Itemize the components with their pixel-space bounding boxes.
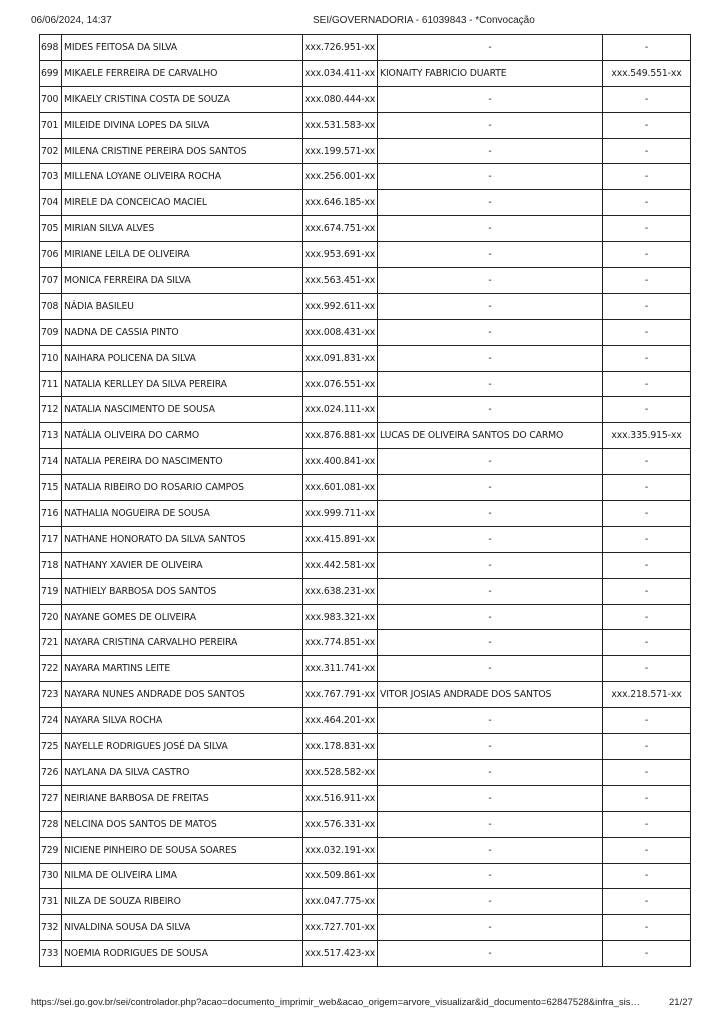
dependent-cpf: - (603, 371, 691, 397)
dependent-name: - (378, 863, 603, 889)
candidate-cpf: xxx.032.191-xx (303, 837, 378, 863)
table-row (40, 785, 691, 811)
candidate-name: NIVALDINA SOUSA DA SILVA (62, 915, 303, 941)
candidate-cpf: xxx.767.791-xx (303, 682, 378, 708)
candidate-name: NOEMIA RODRIGUES DE SOUSA (62, 941, 303, 967)
row-number: 729 (40, 837, 62, 863)
dependent-name: LUCAS DE OLIVEIRA SANTOS DO CARMO (378, 423, 603, 449)
candidate-name: NÁDIA BASILEU (62, 293, 303, 319)
candidate-cpf: xxx.509.861-xx (303, 863, 378, 889)
row-number: 717 (40, 526, 62, 552)
dependent-cpf: - (603, 501, 691, 527)
dependent-name: - (378, 501, 603, 527)
row-number: 721 (40, 630, 62, 656)
table-row (40, 86, 691, 112)
candidate-name: MIDES FEITOSA DA SILVA (62, 35, 303, 61)
row-number: 720 (40, 604, 62, 630)
dependent-name: VITOR JOSIAS ANDRADE DOS SANTOS (378, 682, 603, 708)
table-row (40, 656, 691, 682)
table-row (40, 35, 691, 61)
candidate-cpf: xxx.415.891-xx (303, 526, 378, 552)
dependent-name: - (378, 319, 603, 345)
dependent-name: - (378, 35, 603, 61)
row-number: 728 (40, 811, 62, 837)
candidate-cpf: xxx.091.831-xx (303, 345, 378, 371)
table-row (40, 345, 691, 371)
dependent-name: - (378, 578, 603, 604)
dependent-name: - (378, 837, 603, 863)
dependent-cpf: - (603, 630, 691, 656)
table-row (40, 216, 691, 242)
table-row (40, 449, 691, 475)
table-row (40, 397, 691, 423)
candidate-cpf: xxx.727.701-xx (303, 915, 378, 941)
row-number: 722 (40, 656, 62, 682)
dependent-cpf: - (603, 112, 691, 138)
dependent-cpf: - (603, 552, 691, 578)
dependent-name: - (378, 604, 603, 630)
table-row (40, 60, 691, 86)
candidate-cpf: xxx.442.581-xx (303, 552, 378, 578)
dependent-cpf: - (603, 138, 691, 164)
candidate-cpf: xxx.646.185-xx (303, 190, 378, 216)
row-number: 730 (40, 863, 62, 889)
row-number: 710 (40, 345, 62, 371)
dependent-cpf: - (603, 708, 691, 734)
candidate-cpf: xxx.601.081-xx (303, 475, 378, 501)
row-number: 713 (40, 423, 62, 449)
table-row (40, 604, 691, 630)
candidate-name: MILLENA LOYANE OLIVEIRA ROCHA (62, 164, 303, 190)
document-title: SEI/GOVERNADORIA - 61039843 - *Convocação (313, 15, 535, 26)
convocation-table (39, 34, 691, 967)
candidate-cpf: xxx.563.451-xx (303, 268, 378, 294)
candidate-name: NATHIELY BARBOSA DOS SANTOS (62, 578, 303, 604)
dependent-cpf: - (603, 164, 691, 190)
row-number: 705 (40, 216, 62, 242)
table-row (40, 915, 691, 941)
candidate-cpf: xxx.999.711-xx (303, 501, 378, 527)
candidate-name: NATALIA NASCIMENTO DE SOUSA (62, 397, 303, 423)
candidate-name: NATALIA PEREIRA DO NASCIMENTO (62, 449, 303, 475)
dependent-cpf: xxx.218.571-xx (603, 682, 691, 708)
candidate-name: NADNA DE CASSIA PINTO (62, 319, 303, 345)
dependent-name: - (378, 552, 603, 578)
candidate-name: NAYARA CRISTINA CARVALHO PEREIRA (62, 630, 303, 656)
dependent-cpf: - (603, 604, 691, 630)
table-row (40, 423, 691, 449)
dependent-cpf: - (603, 656, 691, 682)
candidate-cpf: xxx.311.741-xx (303, 656, 378, 682)
dependent-cpf: - (603, 475, 691, 501)
candidate-cpf: xxx.008.431-xx (303, 319, 378, 345)
candidate-cpf: xxx.400.841-xx (303, 449, 378, 475)
row-number: 699 (40, 60, 62, 86)
candidate-cpf: xxx.178.831-xx (303, 734, 378, 760)
candidate-cpf: xxx.638.231-xx (303, 578, 378, 604)
row-number: 712 (40, 397, 62, 423)
table-row (40, 526, 691, 552)
table-row (40, 112, 691, 138)
dependent-name: - (378, 216, 603, 242)
dependent-name: - (378, 708, 603, 734)
row-number: 731 (40, 889, 62, 915)
candidate-name: NAYARA NUNES ANDRADE DOS SANTOS (62, 682, 303, 708)
candidate-cpf: xxx.080.444-xx (303, 86, 378, 112)
dependent-name: - (378, 759, 603, 785)
row-number: 733 (40, 941, 62, 967)
dependent-name: - (378, 630, 603, 656)
dependent-cpf: - (603, 449, 691, 475)
table-row (40, 268, 691, 294)
row-number: 715 (40, 475, 62, 501)
dependent-cpf: - (603, 35, 691, 61)
table-row (40, 734, 691, 760)
dependent-cpf: - (603, 216, 691, 242)
row-number: 726 (40, 759, 62, 785)
table-row (40, 863, 691, 889)
candidate-name: NATHANY XAVIER DE OLIVEIRA (62, 552, 303, 578)
row-number: 701 (40, 112, 62, 138)
dependent-cpf: - (603, 397, 691, 423)
row-number: 732 (40, 915, 62, 941)
row-number: 707 (40, 268, 62, 294)
table-row (40, 578, 691, 604)
dependent-name: - (378, 941, 603, 967)
table-row (40, 811, 691, 837)
footer-url: https://sei.go.gov.br/sei/controlador.php?acao=documento_imprimir_web&acao_origem=arvore_visualizar&id_documento=62847528&infra_sis… (31, 997, 640, 1008)
dependent-cpf: - (603, 190, 691, 216)
table-row (40, 138, 691, 164)
candidate-name: NAYLANA DA SILVA CASTRO (62, 759, 303, 785)
dependent-name: - (378, 734, 603, 760)
dependent-name: - (378, 190, 603, 216)
candidate-name: MIRELE DA CONCEICAO MACIEL (62, 190, 303, 216)
candidate-cpf: xxx.983.321-xx (303, 604, 378, 630)
candidate-cpf: xxx.076.551-xx (303, 371, 378, 397)
table-row (40, 708, 691, 734)
row-number: 719 (40, 578, 62, 604)
dependent-cpf: - (603, 242, 691, 268)
table-body (40, 35, 691, 967)
candidate-name: MIRIANE LEILA DE OLIVEIRA (62, 242, 303, 268)
candidate-cpf: xxx.774.851-xx (303, 630, 378, 656)
table-row (40, 242, 691, 268)
row-number: 698 (40, 35, 62, 61)
candidate-cpf: xxx.516.911-xx (303, 785, 378, 811)
candidate-cpf: xxx.674.751-xx (303, 216, 378, 242)
dependent-cpf: xxx.335.915-xx (603, 423, 691, 449)
dependent-name: - (378, 915, 603, 941)
row-number: 723 (40, 682, 62, 708)
dependent-cpf: - (603, 293, 691, 319)
candidate-name: MILEIDE DIVINA LOPES DA SILVA (62, 112, 303, 138)
table-row (40, 889, 691, 915)
candidate-cpf: xxx.464.201-xx (303, 708, 378, 734)
table-row (40, 293, 691, 319)
dependent-name: - (378, 811, 603, 837)
row-number: 724 (40, 708, 62, 734)
dependent-name: - (378, 785, 603, 811)
dependent-name: - (378, 242, 603, 268)
candidate-cpf: xxx.517.423-xx (303, 941, 378, 967)
dependent-cpf: - (603, 345, 691, 371)
dependent-cpf: - (603, 578, 691, 604)
candidate-name: MIKAELY CRISTINA COSTA DE SOUZA (62, 86, 303, 112)
row-number: 718 (40, 552, 62, 578)
candidate-name: NAYANE GOMES DE OLIVEIRA (62, 604, 303, 630)
dependent-name: - (378, 138, 603, 164)
dependent-name: - (378, 268, 603, 294)
candidate-name: NILMA DE OLIVEIRA LIMA (62, 863, 303, 889)
candidate-name: NELCINA DOS SANTOS DE MATOS (62, 811, 303, 837)
dependent-cpf: - (603, 863, 691, 889)
table-row (40, 319, 691, 345)
candidate-cpf: xxx.726.951-xx (303, 35, 378, 61)
candidate-cpf: xxx.992.611-xx (303, 293, 378, 319)
candidate-name: MONICA FERREIRA DA SILVA (62, 268, 303, 294)
row-number: 725 (40, 734, 62, 760)
dependent-name: - (378, 86, 603, 112)
row-number: 706 (40, 242, 62, 268)
dependent-name: - (378, 112, 603, 138)
candidate-name: NEIRIANE BARBOSA DE FREITAS (62, 785, 303, 811)
candidate-name: NAIHARA POLICENA DA SILVA (62, 345, 303, 371)
row-number: 704 (40, 190, 62, 216)
dependent-name: - (378, 475, 603, 501)
candidate-name: NATÁLIA OLIVEIRA DO CARMO (62, 423, 303, 449)
dependent-name: - (378, 164, 603, 190)
candidate-cpf: xxx.528.582-xx (303, 759, 378, 785)
candidate-cpf: xxx.876.881-xx (303, 423, 378, 449)
dependent-cpf: - (603, 811, 691, 837)
table-row (40, 941, 691, 967)
dependent-name: - (378, 371, 603, 397)
dependent-name: - (378, 449, 603, 475)
candidate-name: NATALIA RIBEIRO DO ROSARIO CAMPOS (62, 475, 303, 501)
table-row (40, 552, 691, 578)
candidate-name: MIKAELE FERREIRA DE CARVALHO (62, 60, 303, 86)
candidate-name: NATHANE HONORATO DA SILVA SANTOS (62, 526, 303, 552)
candidate-cpf: xxx.531.583-xx (303, 112, 378, 138)
table-row (40, 759, 691, 785)
dependent-cpf: - (603, 837, 691, 863)
table-row (40, 371, 691, 397)
row-number: 708 (40, 293, 62, 319)
candidate-name: MIRIAN SILVA ALVES (62, 216, 303, 242)
candidate-name: NICIENE PINHEIRO DE SOUSA SOARES (62, 837, 303, 863)
dependent-name: - (378, 293, 603, 319)
row-number: 703 (40, 164, 62, 190)
candidate-name: NAYARA SILVA ROCHA (62, 708, 303, 734)
row-number: 709 (40, 319, 62, 345)
dependent-name: KIONAITY FABRICIO DUARTE (378, 60, 603, 86)
candidate-name: NAYELLE RODRIGUES JOSÉ DA SILVA (62, 734, 303, 760)
dependent-cpf: - (603, 526, 691, 552)
dependent-cpf: - (603, 268, 691, 294)
dependent-name: - (378, 345, 603, 371)
candidate-cpf: xxx.199.571-xx (303, 138, 378, 164)
dependent-name: - (378, 889, 603, 915)
dependent-cpf: - (603, 759, 691, 785)
table-row (40, 837, 691, 863)
candidate-cpf: xxx.047.775-xx (303, 889, 378, 915)
print-datetime: 06/06/2024, 14:37 (31, 15, 112, 26)
table-row (40, 682, 691, 708)
candidate-name: NATHALIA NOGUEIRA DE SOUSA (62, 501, 303, 527)
dependent-cpf: - (603, 941, 691, 967)
candidate-name: NATALIA KERLLEY DA SILVA PEREIRA (62, 371, 303, 397)
table-row (40, 164, 691, 190)
dependent-cpf: - (603, 86, 691, 112)
dependent-cpf: - (603, 319, 691, 345)
candidate-cpf: xxx.576.331-xx (303, 811, 378, 837)
table-row (40, 501, 691, 527)
dependent-cpf: xxx.549.551-xx (603, 60, 691, 86)
table-row (40, 630, 691, 656)
candidate-cpf: xxx.024.111-xx (303, 397, 378, 423)
table-row (40, 475, 691, 501)
row-number: 711 (40, 371, 62, 397)
dependent-cpf: - (603, 785, 691, 811)
row-number: 702 (40, 138, 62, 164)
page-number: 21/27 (669, 997, 693, 1008)
row-number: 714 (40, 449, 62, 475)
row-number: 716 (40, 501, 62, 527)
table-row (40, 190, 691, 216)
candidate-name: NAYARA MARTINS LEITE (62, 656, 303, 682)
dependent-cpf: - (603, 889, 691, 915)
dependent-name: - (378, 397, 603, 423)
candidate-name: MILENA CRISTINE PEREIRA DOS SANTOS (62, 138, 303, 164)
candidate-cpf: xxx.953.691-xx (303, 242, 378, 268)
dependent-name: - (378, 526, 603, 552)
candidate-cpf: xxx.034.411-xx (303, 60, 378, 86)
row-number: 727 (40, 785, 62, 811)
candidate-name: NILZA DE SOUZA RIBEIRO (62, 889, 303, 915)
dependent-cpf: - (603, 915, 691, 941)
dependent-cpf: - (603, 734, 691, 760)
dependent-name: - (378, 656, 603, 682)
row-number: 700 (40, 86, 62, 112)
candidate-cpf: xxx.256.001-xx (303, 164, 378, 190)
